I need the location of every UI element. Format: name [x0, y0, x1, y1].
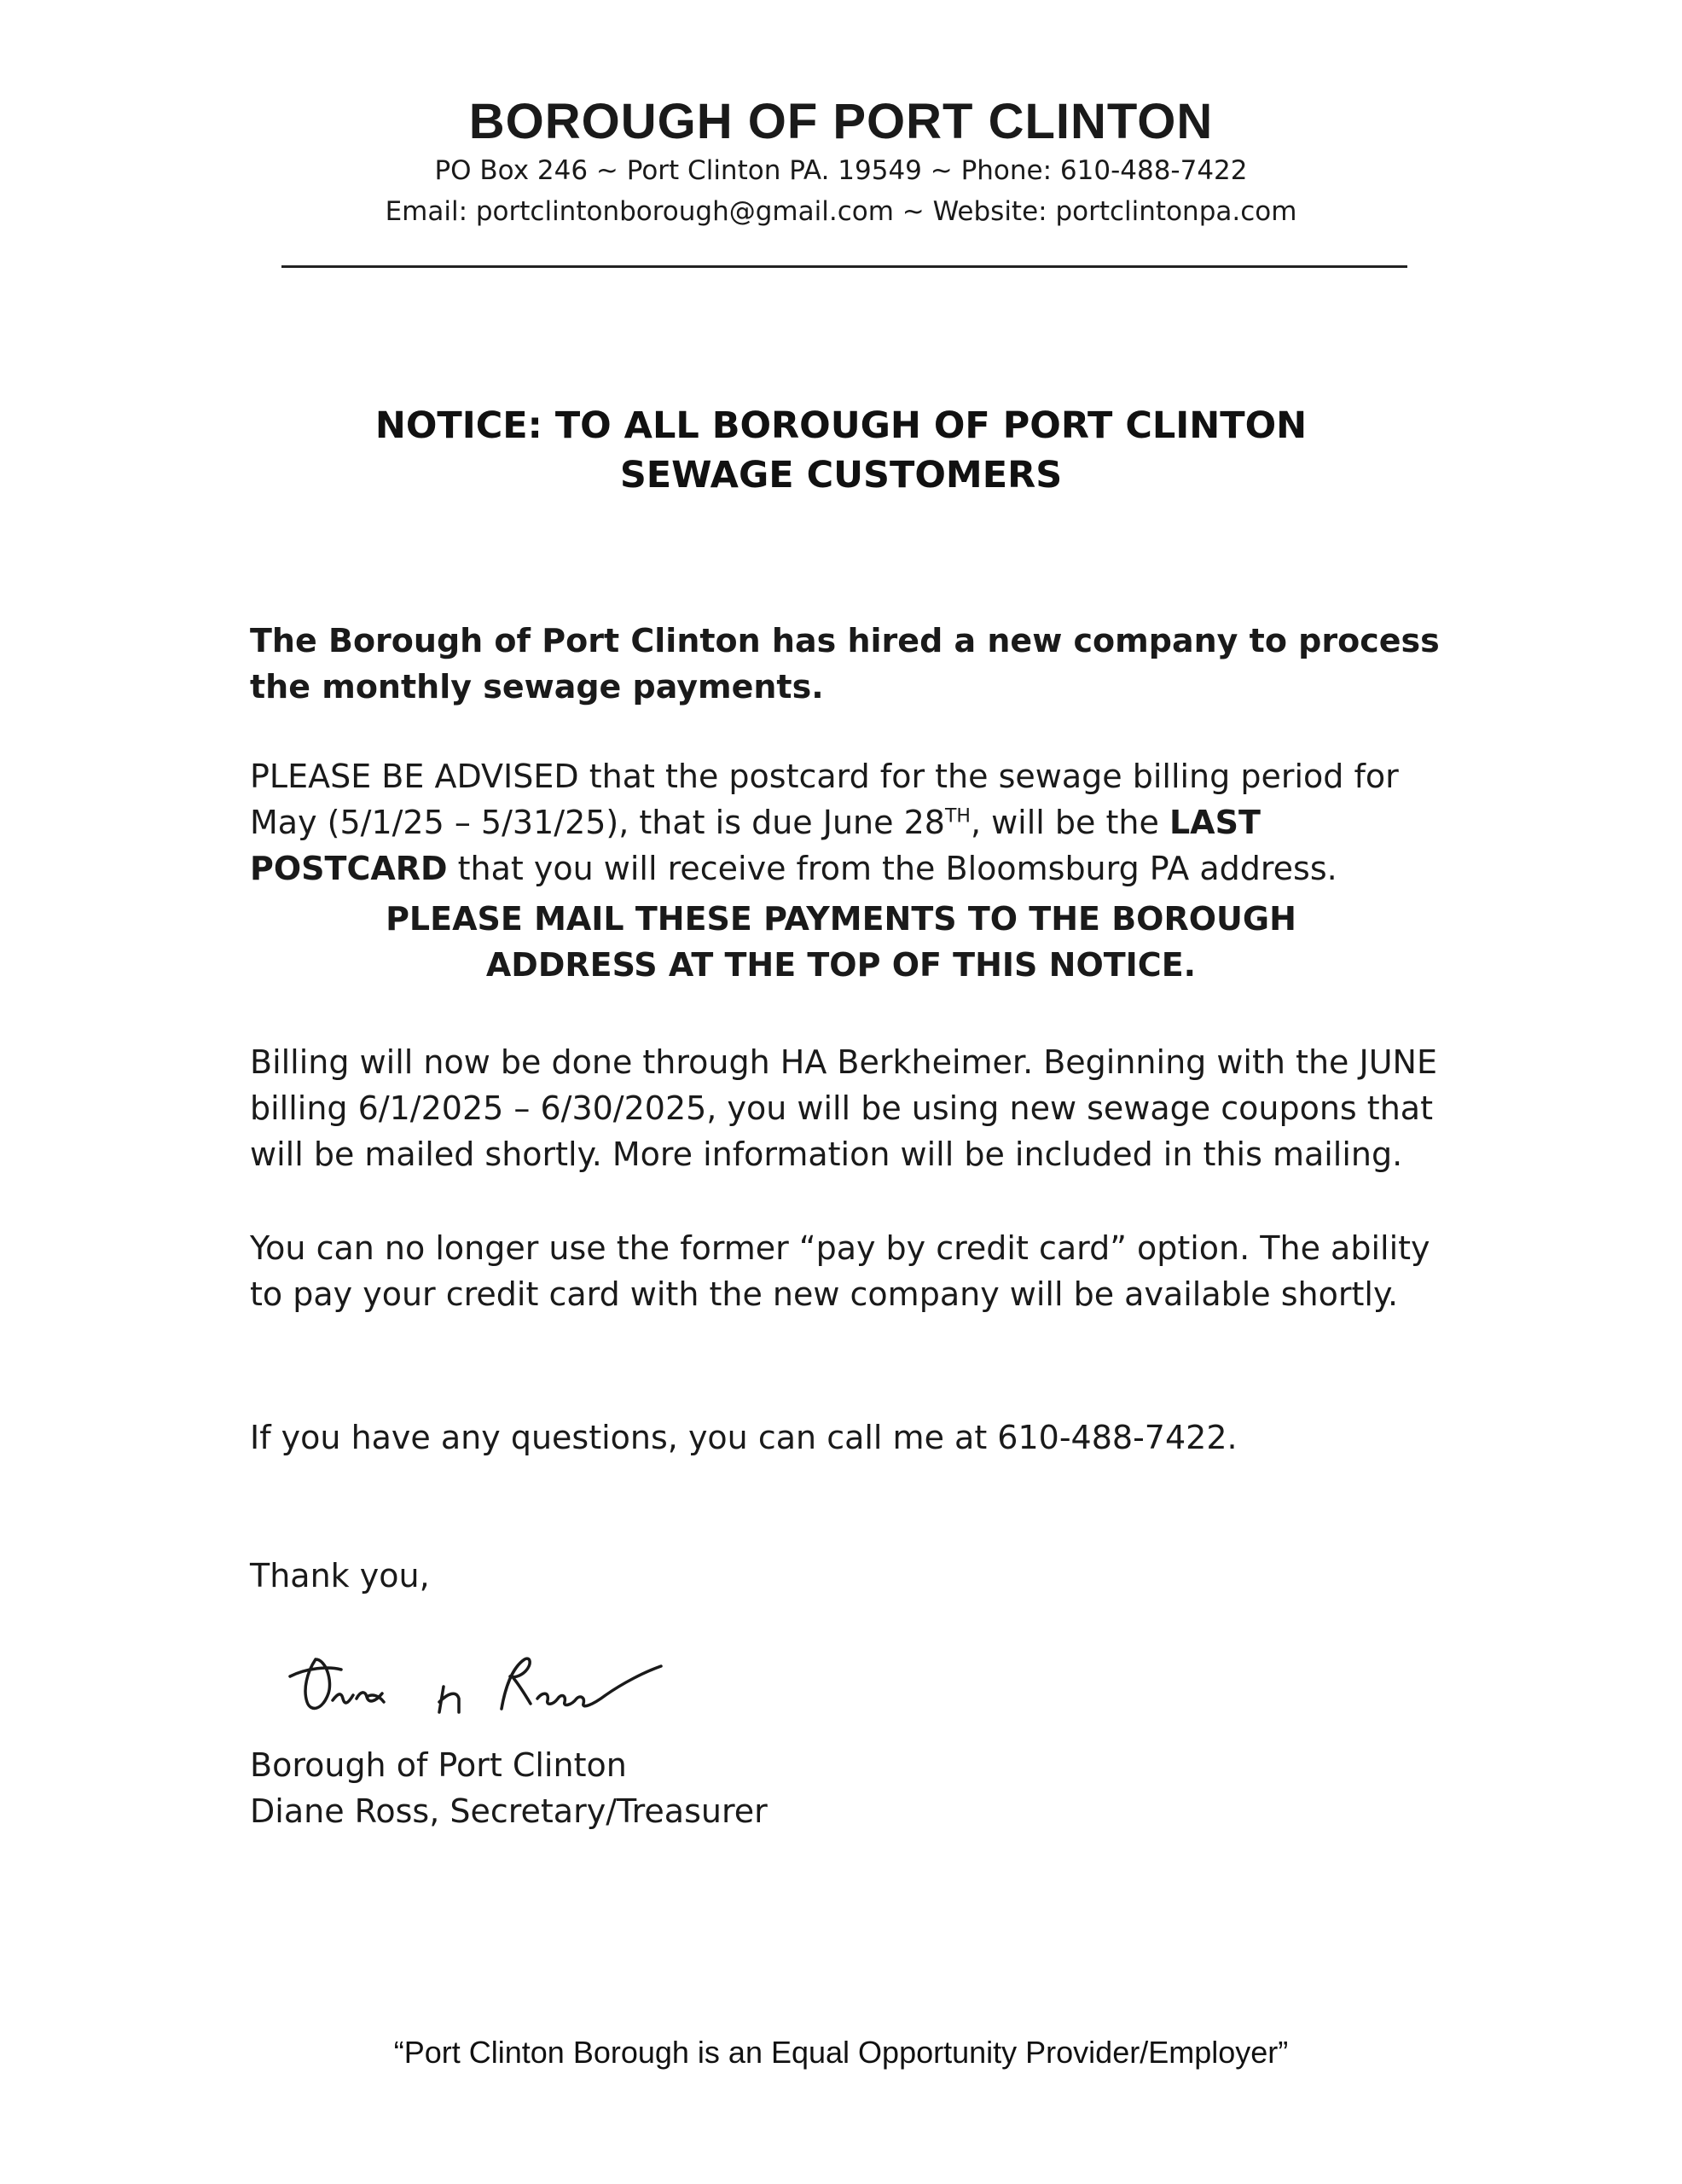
advised-text-3: that you will receive from the Bloomsburg PA address. — [447, 850, 1337, 887]
billing-paragraph: Billing will now be done through HA Berkheimer. Beginning with the JUNE billing 6/1/2025 – 6/30/2025, you will be using new sewage coupons that will be mailed shortly. More information will be included in this mailing. — [250, 1043, 1437, 1173]
closing-thanks: Thank you, — [250, 1557, 430, 1594]
handwritten-signature — [281, 1642, 674, 1736]
advised-text-2: , will be the — [970, 804, 1169, 841]
address-line: PO Box 246 ~ Port Clinton PA. 19549 ~ Phone: 610-488-7422 — [434, 155, 1248, 186]
mail-instruction-line-2: ADDRESS AT THE TOP OF THIS NOTICE. — [485, 946, 1197, 984]
contact-line: Email: portclintonborough@gmail.com ~ Website: portclintonpa.com — [385, 196, 1297, 227]
credit-card-paragraph: You can no longer use the former “pay by credit card” option. The ability to pay your credit card with the new company will be available shortly. — [250, 1229, 1430, 1313]
notice-title — [0, 401, 1682, 500]
equal-opportunity-footer: “Port Clinton Borough is an Equal Opportunity Provider/Employer” — [393, 2035, 1289, 2070]
sender-org: Borough of Port Clinton — [250, 1746, 627, 1784]
advised-paragraph — [250, 753, 1461, 892]
mail-instruction-line-1: PLEASE MAIL THESE PAYMENTS TO THE BOROUGH — [386, 900, 1296, 938]
notice-title-line-2: SEWAGE CUSTOMERS — [619, 454, 1063, 497]
notice-title-line-1: NOTICE: TO ALL BOROUGH OF PORT CLINTON — [374, 404, 1308, 447]
sender-name: Diane Ross, Secretary/Treasurer — [250, 1792, 768, 1830]
intro-paragraph: The Borough of Port Clinton has hired a new company to process the monthly sewage payments. — [250, 622, 1440, 706]
date-suffix: TH — [944, 805, 971, 828]
last-postcard-emphasis: LAST POSTCARD — [250, 804, 1261, 887]
mail-instruction — [0, 896, 1682, 988]
advised-text-1: PLEASE BE ADVISED that the postcard for the sewage billing period for May (5/1/25 – 5/31/25), that is due June 28 — [250, 758, 1399, 841]
org-name: BOROUGH OF PORT CLINTON — [468, 94, 1214, 149]
questions-paragraph: If you have any questions, you can call me at 610-488-7422. — [250, 1419, 1238, 1456]
letterhead — [0, 94, 1682, 232]
letterhead-divider — [281, 265, 1407, 268]
